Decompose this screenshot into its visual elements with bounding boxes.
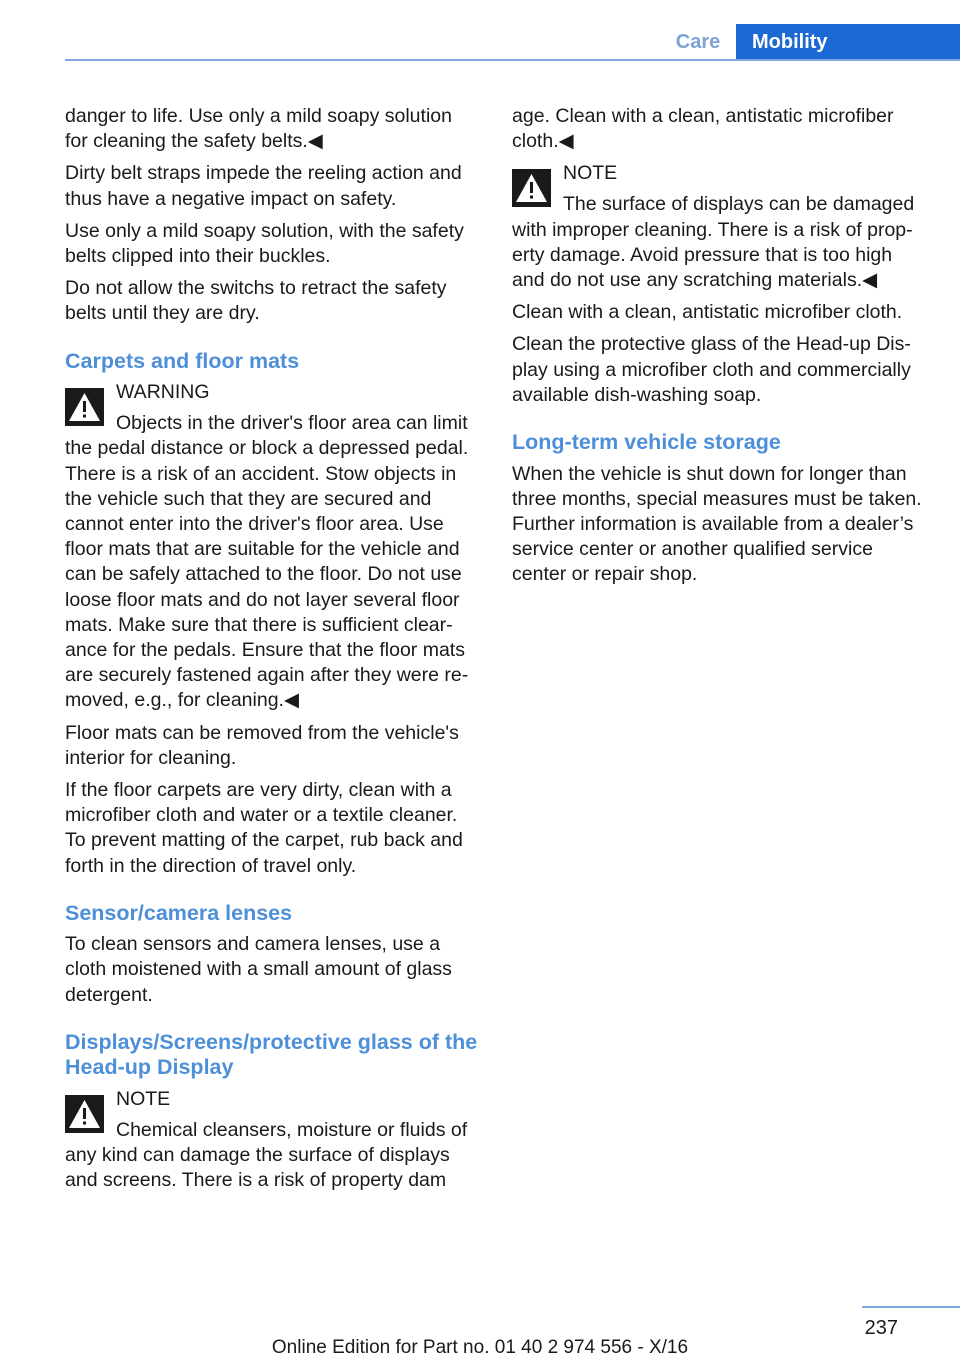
paragraph: Floor mats can be removed from the vehicle's interior for cleaning. (65, 721, 459, 769)
notice-label: NOTE (116, 1087, 171, 1110)
left-column (65, 104, 479, 1201)
section-heading-storage: Long-term vehicle storage (512, 430, 781, 455)
paragraph: Use only a mild soapy solution, with the safety belts clipped into their buckles. (65, 219, 464, 268)
section-heading-carpets: Carpets and floor mats (65, 348, 300, 373)
tab-mobility[interactable]: Mobility (736, 24, 960, 61)
tab-care[interactable]: Care (675, 31, 721, 53)
notice-text: the pedal distance or block a depressed pedal. There is a risk of an accident. Stow objects in the vehicle such that they are secured and cannot enter into the driver's floor area. Use floor mats that are suitable for the vehicle and can be safely attached to the floor. Do not use loose floor mats and do not layer several floor mats. Make sure that there is sufficient clearance for the pedals. Ensure that the floor mats are securely fastened again after they were removed, e.g., for cleaning.◀ (65, 437, 469, 712)
notice-label: WARNING (116, 381, 210, 404)
notice-label: NOTE (563, 162, 618, 185)
section-heading-sensor: Sensor/camera lenses (65, 900, 293, 925)
notice-text: with improper cleaning. There is a risk of property damage. Avoid pressure that is too high and do not use any scratching materials.◀ (512, 218, 913, 292)
paragraph: age. Clean with a clean, antistatic microfiber cloth.◀ (512, 105, 894, 153)
paragraph: When the vehicle is shut down for longer than three months, special measures must be taken. Further information is available from a dealer’s service center or another qualified service center or repair shop. (512, 462, 922, 586)
paragraph: danger to life. Use only a mild soapy solution for cleaning the safety belts.◀ (65, 105, 452, 153)
warning-triangle-icon (65, 388, 104, 426)
paragraph: To clean sensors and camera lenses, use a cloth moistened with a small amount of glass detergent. (65, 933, 452, 1006)
header-rule (65, 59, 960, 61)
notice-text: any kind can damage the surface of displays and screens. There is a risk of property dam (65, 1144, 450, 1192)
right-column (512, 104, 926, 595)
notice-text-first-line: The surface of displays can be damaged (563, 193, 915, 216)
section-heading-displays: Displays/Screens/protective glass of the Head-up Display (65, 1029, 478, 1080)
paragraph: Dirty belt straps impede the reeling action and thus have a negative impact on safety. (65, 162, 462, 210)
footer-edition: Online Edition for Part no. 01 40 2 974 556 - X/16 (271, 1337, 689, 1358)
note-notice (65, 1087, 479, 1194)
warning-notice (65, 380, 479, 713)
notice-text-first-line: Objects in the driver's floor area can limit (116, 412, 468, 435)
paragraph: Clean the protective glass of the Head-up Display using a microfiber cloth and commercially available dish-washing soap. (512, 333, 911, 406)
footer-rule (862, 1306, 960, 1308)
paragraph: If the floor carpets are very dirty, clean with a microfiber cloth and water or a textile cleaner. To prevent matting of the carpet, rub back and forth in the direction of travel only. (65, 778, 463, 877)
warning-triangle-icon (512, 169, 551, 207)
warning-triangle-icon (65, 1095, 104, 1133)
paragraph: Do not allow the switchs to retract the safety belts until they are dry. (65, 277, 447, 325)
page-number: 237 (864, 1317, 898, 1339)
note-notice (512, 161, 926, 293)
notice-text-first-line: Chemical cleansers, moisture or fluids of (116, 1118, 468, 1141)
paragraph: Clean with a clean, antistatic microfiber cloth. (512, 301, 903, 324)
